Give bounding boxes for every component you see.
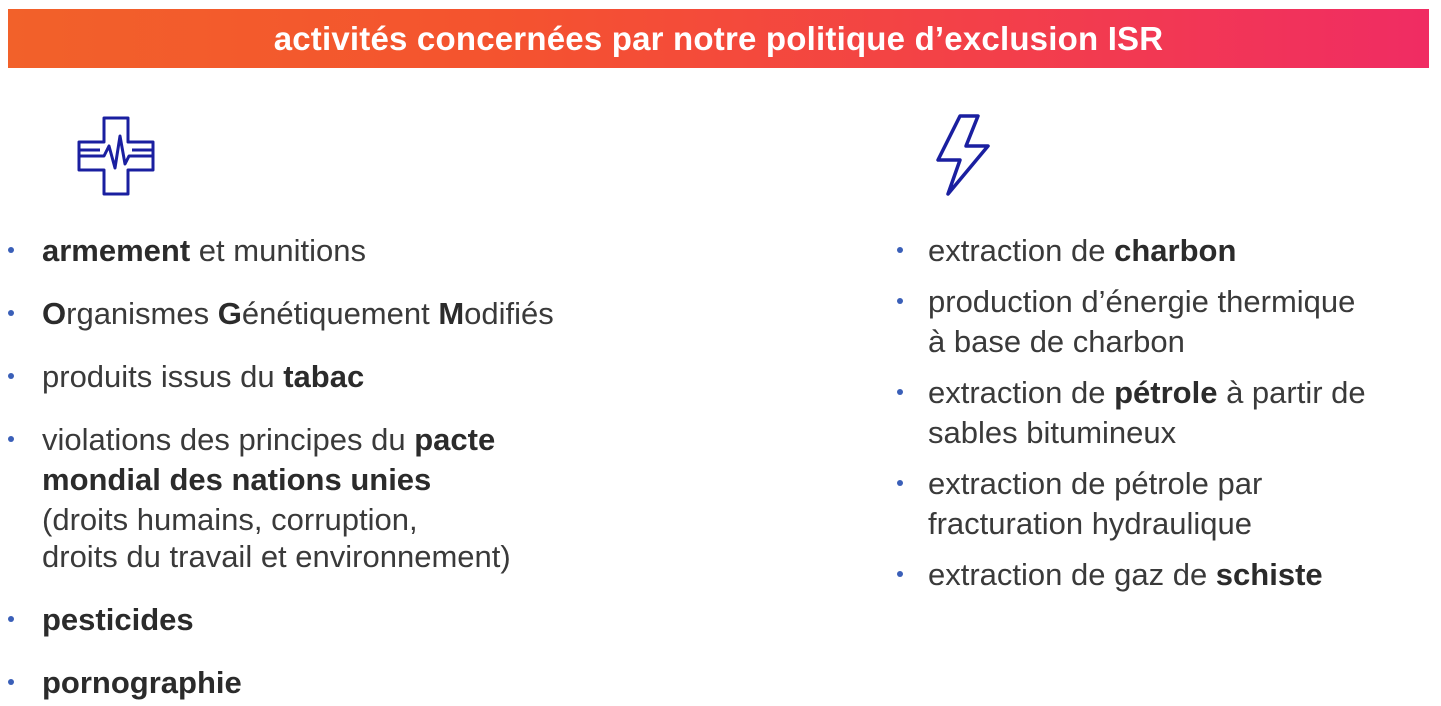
exclusion-list-left (0, 232, 760, 701)
medical-cross-heartbeat-icon (74, 114, 158, 198)
bullet-icon (8, 616, 14, 622)
bullet-icon (897, 571, 903, 577)
list-item: pornographie (0, 664, 760, 701)
bullet-icon (8, 310, 14, 316)
list-item: armement et munitions (0, 232, 760, 269)
banner-title: activités concernées par notre politique d’exclusion ISR (273, 19, 1164, 57)
list-item: extraction de gaz de schiste (884, 556, 1434, 593)
list-item: extraction de charbon (884, 232, 1434, 269)
list-item: extraction de pétrole par fracturation hydraulique (884, 465, 1434, 542)
list-item: produits issus du tabac (0, 358, 760, 395)
exclusion-list-right (884, 232, 1434, 593)
bullet-icon (897, 298, 903, 304)
bullet-icon (8, 247, 14, 253)
list-item: violations des principes du pacte mondial des nations unies (droits humains, corruption, droits du travail et environnement) (0, 421, 760, 575)
list-item: production d’énergie thermique à base de charbon (884, 283, 1434, 360)
list-item: extraction de pétrole à partir de sables bitumineux (884, 374, 1434, 451)
bullet-icon (897, 247, 903, 253)
bullet-icon (8, 679, 14, 685)
bullet-icon (897, 480, 903, 486)
bullet-icon (8, 373, 14, 379)
list-item: pesticides (0, 601, 760, 638)
bullet-icon (8, 436, 14, 442)
lightning-bolt-icon (930, 112, 996, 198)
header-banner (8, 9, 1429, 68)
bullet-icon (897, 389, 903, 395)
list-item: Organismes Génétiquement Modifiés (0, 295, 760, 332)
